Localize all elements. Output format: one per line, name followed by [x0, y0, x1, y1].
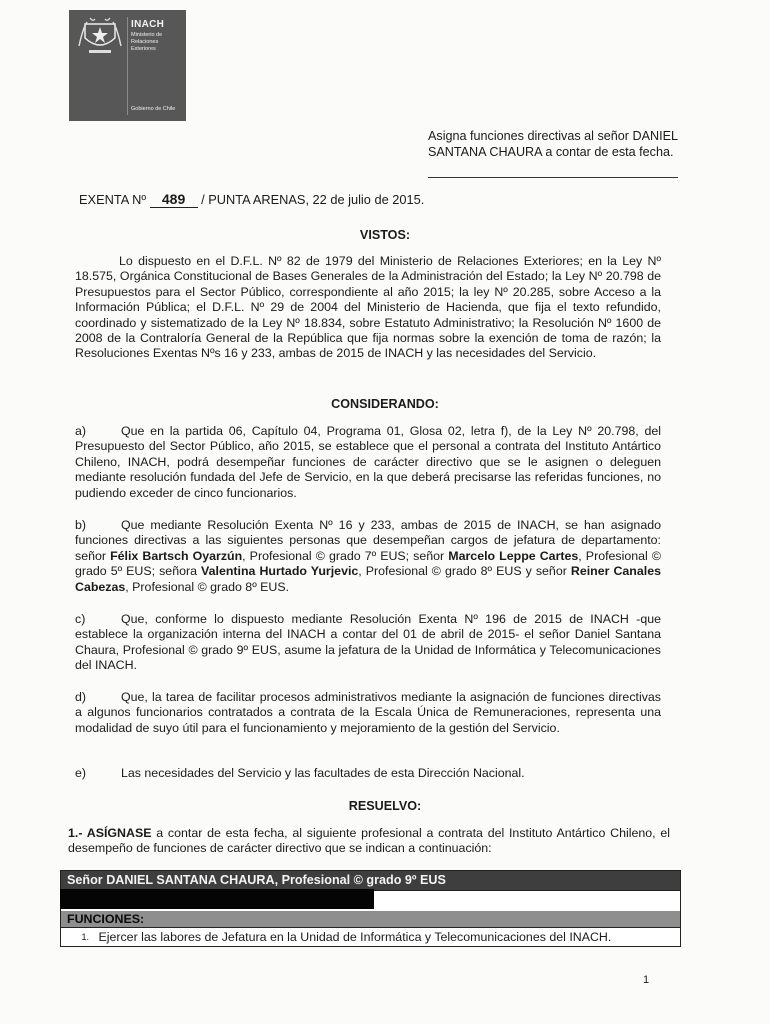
resuelvo-item-1	[68, 826, 670, 857]
subject-underline	[428, 177, 678, 178]
document-subject: Asigna funciones directivas al señor DANIEL SANTANA CHAURA a contar de esta fecha.	[428, 129, 678, 159]
considerando-e-text: Las necesidades del Servicio y las facultades de esta Dirección Nacional.	[121, 766, 525, 780]
item-label-d: d)	[75, 690, 87, 704]
considerando-b	[75, 518, 661, 595]
considerando-b-text-3: , Profesional © grado 5º EUS; señora	[75, 548, 662, 579]
considerando-a	[75, 424, 661, 501]
resuelvo-heading: RESUELVO:	[348, 799, 422, 813]
considerando-b-text-2: , Profesional © grado 7º EUS; señor	[242, 548, 449, 563]
person-name-1: Félix Bartsch Oyarzún	[110, 548, 243, 563]
vistos-heading: VISTOS:	[359, 228, 411, 242]
considerando-d	[75, 690, 661, 736]
considerando-heading: CONSIDERANDO:	[331, 397, 439, 411]
redaction-bar	[60, 889, 374, 909]
table-row	[60, 927, 681, 947]
considerando-c-text: Que, conforme lo dispuesto mediante Resolución Exenta Nº 196 de 2015 de INACH -que establece la organización interna del INACH a contar del 01 de abril de 2015- el señor Daniel Santana Chaura, Profesional © grado 9º EUS, asume la jefatura de la Unidad de Informática y Telecomunicaciones del INACH.	[75, 612, 661, 673]
table-subheader	[60, 911, 681, 927]
considerando-e	[75, 766, 661, 781]
considerando-a-text: Que en la partida 06, Capítulo 04, Programa 01, Glosa 02, letra f), de la Ley Nº 20.798, del Presupuesto del Sector Público, año 2015, se establece que el personal a contrata del Instituto Antártico Chileno, INACH, podrá desempeñar funciones de carácter directivo que se le asignen o deleguen mediante resolución fundada del Jefe de Servicio, en la que deberá precisarse las referidas funciones, no pudiendo exceder de cinco funcionarios.	[75, 424, 661, 500]
logo-name: INACH	[131, 19, 165, 30]
functions-table	[60, 870, 681, 947]
item-label-c: c)	[75, 612, 86, 626]
item-label-e: e)	[75, 766, 87, 780]
resuelvo-lead: 1.- ASÍGNASE	[68, 826, 152, 840]
resolution-number: 489	[150, 191, 198, 208]
table-header: Señor DANIEL SANTANA CHAURA, Profesional © grado 9º EUS	[60, 870, 681, 891]
vistos-paragraph	[75, 254, 661, 362]
considerando-d-text: Que, la tarea de facilitar procesos administrativos mediante la asignación de funciones directivas a algunos funcionarios contratados a contrata de la Escala Única de Remuneraciones, representa una modalidad de suyo útil para el funcionamiento y mejoramiento de la gestión del Servicio.	[75, 690, 661, 735]
vistos-text: Lo dispuesto en el D.F.L. Nº 82 de 1979 del Ministerio de Relaciones Exteriores; en la Ley Nº 18.575, Orgánica Constitucional de Bases Generales de la Administración del Estado; la Ley Nº 20.798 de Presupuestos para el Sector Público, correspondiente al año 2015; la ley Nº 20.285, sobre Acceso a la Información Pública; el D.F.L. Nº 29 de 2004 del Ministerio de Hacienda, que fija el texto refundido, coordinado y sistematizado de la Ley Nº 18.834, sobre Estatuto Administrativo; la Resolución Nº 1600 de 2008 de la Contraloría General de la República que fija normas sobre la exención de toma de razón; la Resoluciones Exentas Nºs 16 y 233, ambas de 2015 de INACH y las necesidades del Servicio.	[75, 254, 661, 361]
considerando-b-text-4: , Profesional © grado 8º EUS y señor	[358, 564, 571, 579]
considerando-b-text-5: , Profesional © grado 8º EUS.	[125, 579, 290, 594]
inach-logo	[69, 10, 186, 121]
considerando-c	[75, 612, 661, 674]
person-name-3: Valentina Hurtado Yurjevic	[201, 564, 359, 579]
item-label-a: a)	[75, 424, 87, 438]
resolution-prefix: EXENTA Nº	[79, 192, 147, 207]
logo-ministry: Ministerio de Relaciones Exteriores	[131, 32, 163, 52]
table-subheader-label: FUNCIONES:	[67, 912, 145, 926]
row-number: 1.	[81, 932, 89, 942]
person-name-4: Reiner Canales Cabezas	[75, 564, 661, 594]
row-text: Ejercer las labores de Jefatura en la Unidad de Informática y Telecomunicaciones del INACH.	[98, 930, 612, 944]
resolution-place-date: / PUNTA ARENAS, 22 de julio de 2015.	[201, 192, 425, 207]
logo-government: Gobierno de Chile	[131, 106, 176, 112]
page-number: 1	[643, 974, 650, 986]
item-label-b: b)	[75, 518, 87, 532]
chile-coat-of-arms-icon	[75, 16, 125, 56]
resuelvo-text: a contar de esta fecha, al siguiente profesional a contrata del Instituto Antártico Chileno, el desempeño de funciones de carácter directivo que se indican a continuación:	[68, 826, 670, 856]
resolution-line	[79, 191, 424, 208]
person-name-2: Marcelo Leppe Cartes	[448, 548, 579, 563]
considerando-b-text-1: Que mediante Resolución Exenta Nº 16 y 233, ambas de 2015 de INACH, se han asignado funciones directivas a las siguientes personas que desempeñan cargos de jefatura de departamento: señor	[75, 518, 661, 563]
